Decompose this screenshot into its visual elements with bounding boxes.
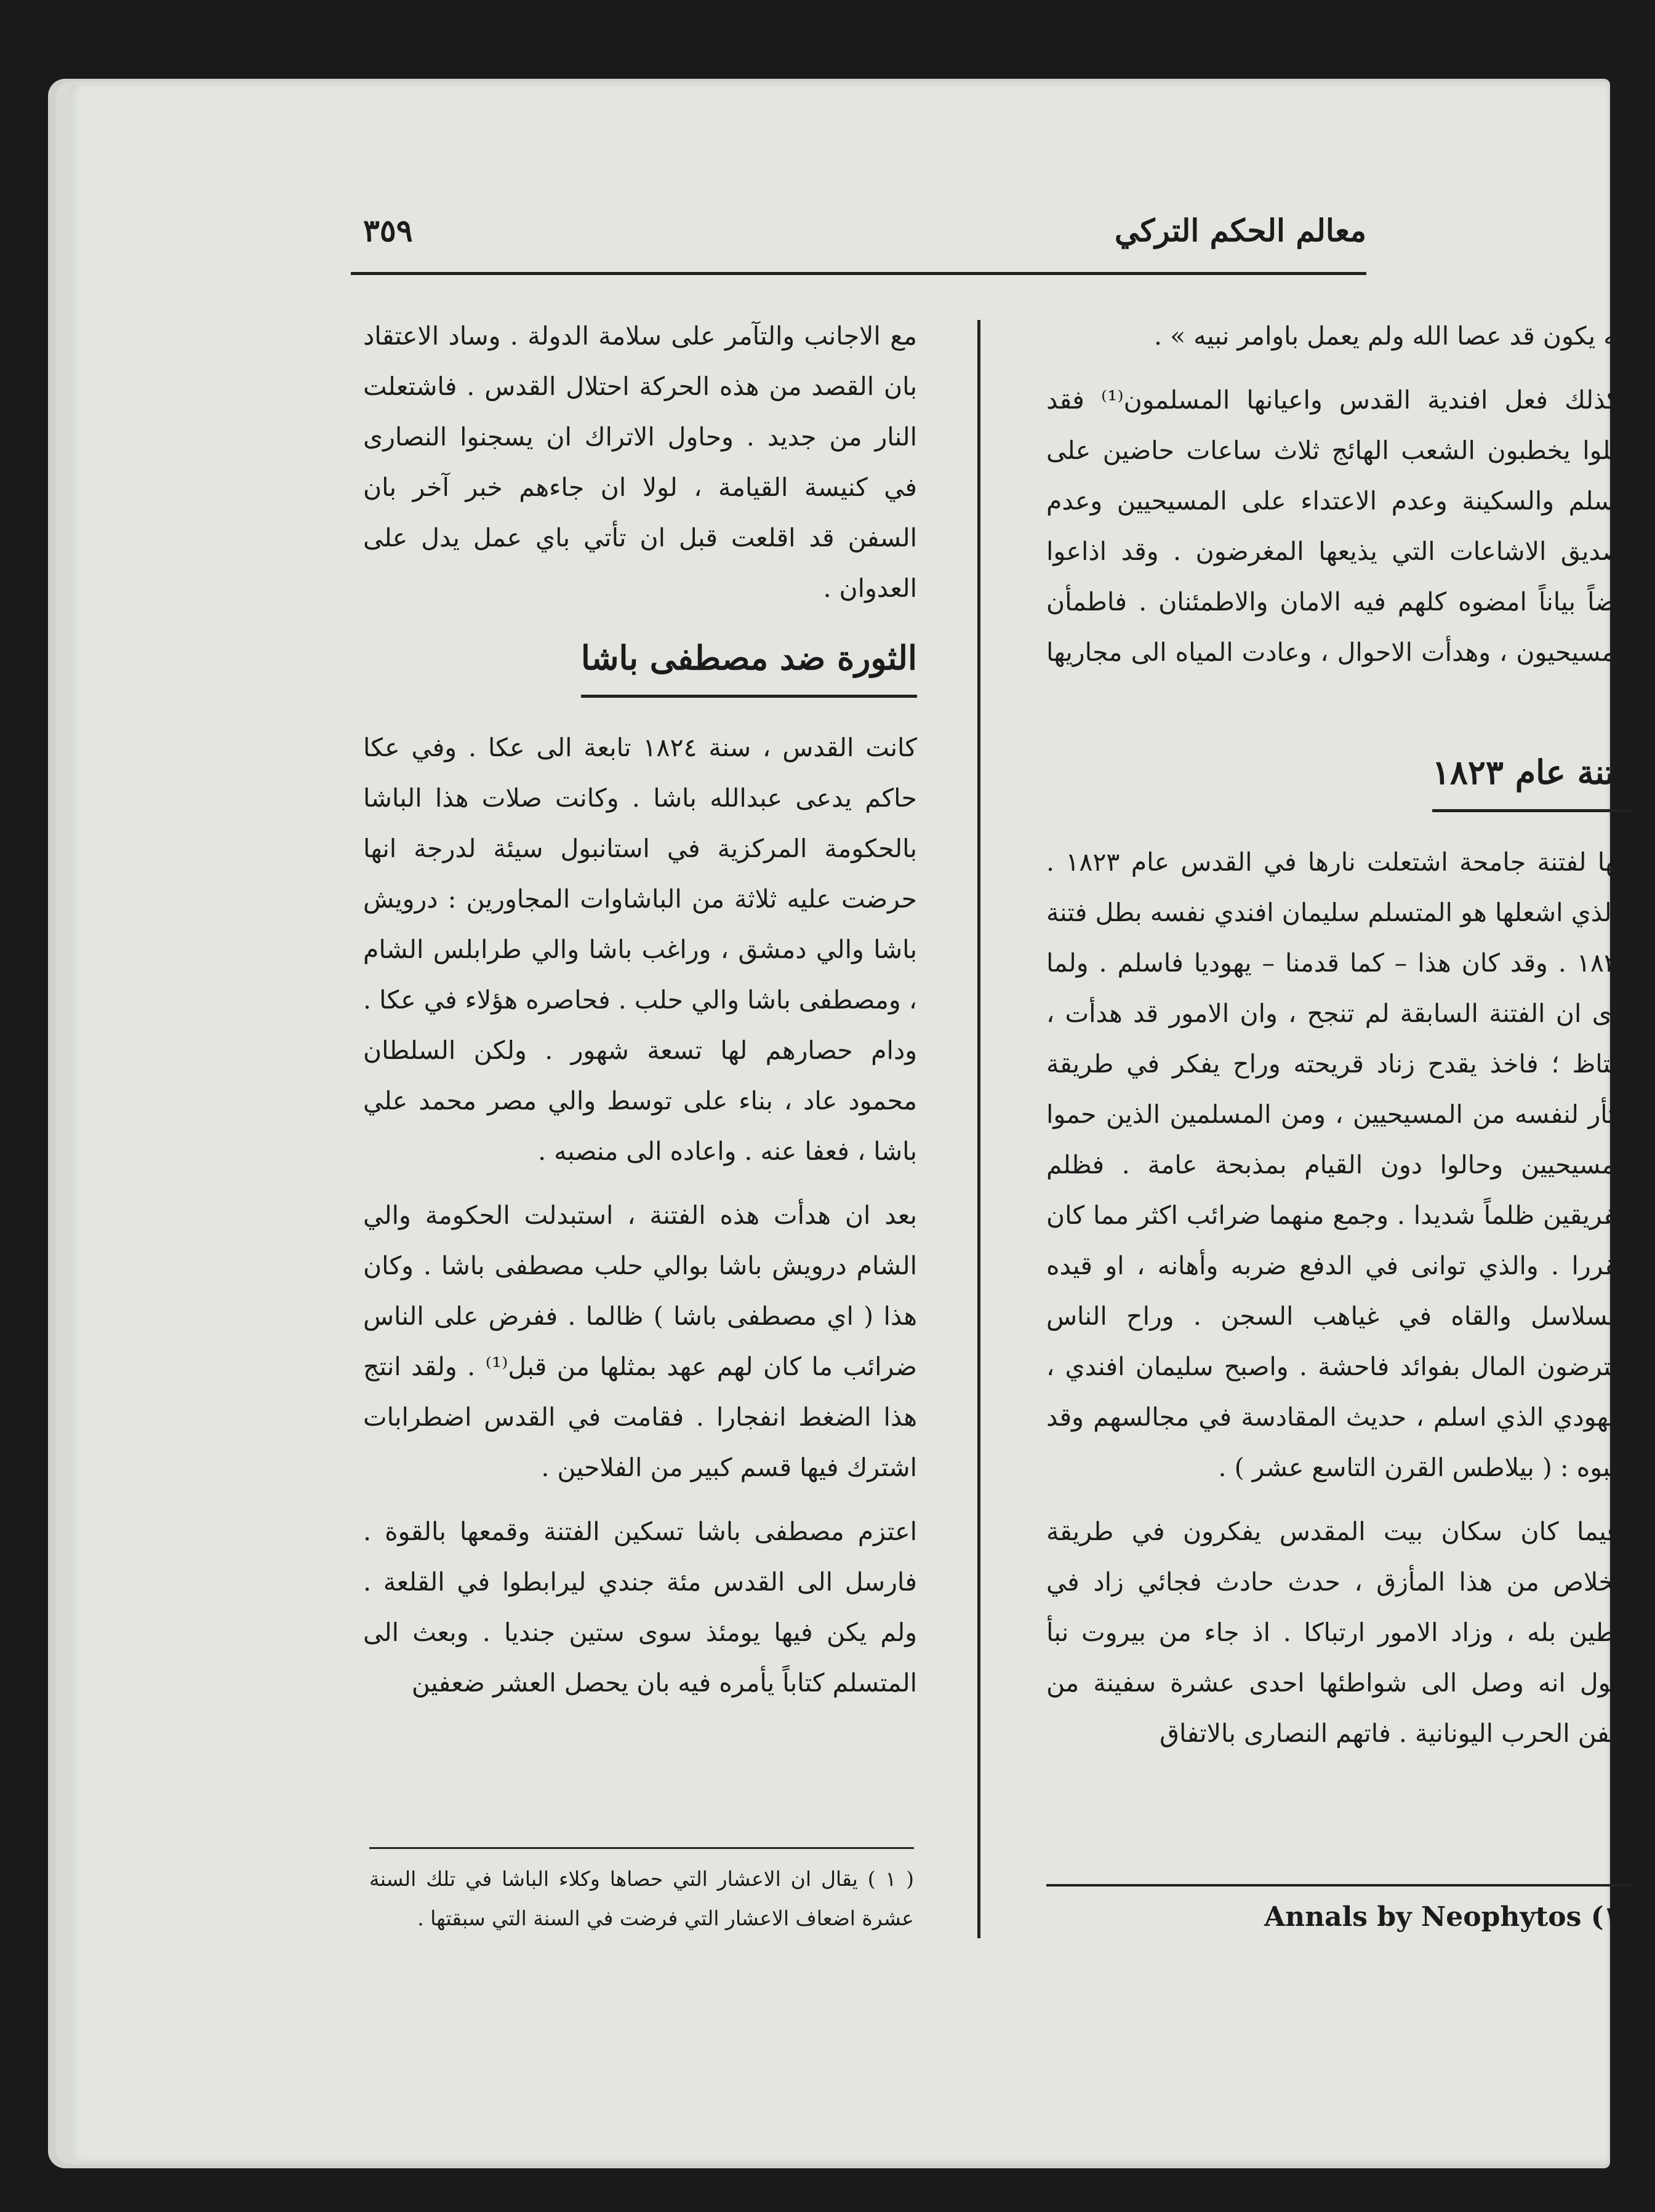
footnote <box>369 1859 914 1938</box>
left-column <box>363 311 917 1722</box>
footnote-text: ( ١ ) يقال ان الاعشار التي حصاها وكلاء الباشا في تلك السنة عشرة اضعاف الاعشار التي فرضت في السنة التي سبقتها . <box>369 1867 914 1930</box>
paragraph: انها لفتنة جامحة اشتعلت نارها في القدس عام ١٨٢٣ . والذي اشعلها هو المتسلم سليمان افندي نفسه بطل فتنة ١٨٢١ . وقد كان هذا – كما قدمنا – يهوديا فاسلم . ولما رأى ان الفتنة السابقة لم تنجح ، وان الامور قد هدأت ، اغتاظ ؛ فاخذ يقدح زناد قريحته وراح يفكر في طريقة ليثأر لنفسه من المسيحيين ، ومن المسلمين الذين حموا المسيحيين وحالوا دون القيام بمذبحة عامة . فظلم الفريقين ظلماً شديدا . وجمع منهما ضرائب اكثر مما كان مقررا . والذي توانى في الدفع ضربه وأهانه ، او قيده بالسلاسل والقاه في غياهب السجن . وراح الناس يقترضون المال بفوائد فاحشة . واصبح سليمان افندي ، اليهودي الذي اسلم ، حديث المقادسة في مجالسهم وقد لقبوه : ( بيلاطس القرن التاسع عشر ) . <box>1046 847 1631 1482</box>
footnote-marker: (١) <box>1590 1901 1631 1933</box>
running-title: معالم الحكم التركي <box>1114 212 1366 249</box>
section-heading-text: الثورة ضد مصطفى باشا <box>581 632 917 698</box>
section-heading <box>1046 746 1631 812</box>
right-column <box>1046 311 1631 1772</box>
paragraph: كانت القدس ، سنة ١٨٢٤ تابعة الى عكا . وفي عكا حاكم يدعى عبدالله باشا . وكانت صلات هذا الباشا بالحكومة المركزية في استانبول سيئة لدرجة انها حرضت عليه ثلاثة من الباشاوات المجاورين : درويش باشا والي دمشق ، وراغب باشا والي طرابلس الشام ، ومصطفى باشا والي حلب . فحاصره هؤلاء في عكا . ودام حصارهم لها تسعة شهور . ولكن السلطان محمود عاد ، بناء على توسط والي مصر محمد علي باشا ، فعفا عنه . واعاده الى منصبه . <box>363 733 917 1166</box>
paragraph: انه يكون قد عصا الله ولم يعمل باوامر نبيه » . <box>1154 321 1631 351</box>
paragraph: اعتزم مصطفى باشا تسكين الفتنة وقمعها بالقوة . فارسل الى القدس مئة جندي ليرابطوا في القلعة . ولم يكن فيها يومئذ سوى ستين جنديا . وبعث الى المتسلم كتاباً يأمره فيه بان يحصل العشر ضعفين <box>363 1517 917 1698</box>
paragraph: مع الاجانب والتآمر على سلامة الدولة . وساد الاعتقاد بان القصد من هذه الحركة احتلال القدس . فاشتعلت النار من جديد . وحاول الاتراك ان يسجنوا النصارى في كنيسة القيامة ، لولا ان جاءهم خبر آخر بان السفن قد اقلعت قبل ان تأتي باي عمل يدل على العدوان . <box>363 321 917 603</box>
section-heading-text: فتنة عام ١٨٢٣ <box>1432 746 1631 812</box>
paragraph: بعد ان هدأت هذه الفتنة ، استبدلت الحكومة والي الشام درويش باشا بوالي حلب مصطفى باشا . وكان هذا ( اي مصطفى باشا ) ظالما . ففرض على الناس ضرائب ما كان لهم عهد بمثلها من قبل⁽¹⁾ . ولقد انتج هذا الضغط انفجارا . فقامت في القدس اضطرابات اشترك فيها قسم كبير من الفلاحين . <box>363 1200 917 1482</box>
paragraph: وكذلك فعل افندية القدس واعيانها المسلمون⁽¹⁾ فقد ظلوا يخطبون الشعب الهائج ثلاث ساعات حاضين على السلم والسكينة وعدم الاعتداء على المسيحيين وعدم تصديق الاشاعات التي يذيعها المغرضون . وقد اذاعوا ايضاً بياناً امضوه كلهم فيه الامان والاطمئنان . فاطمأن المسيحيون ، وهدأت الاحوال ، وعادت المياه الى مجاريها . <box>1046 385 1631 717</box>
page-number: ٣٥٩ <box>363 212 413 249</box>
footnote-text: Annals by Neophytos <box>1264 1901 1582 1933</box>
paragraph: وفيما كان سكان بيت المقدس يفكرون في طريقة للخلاص من هذا المأزق ، حدث حادث فجائي زاد في الطين بله ، وزاد الامور ارتباكا . اذ جاء من بيروت نبأ يقول انه وصل الى شواطئها احدى عشرة سفينة من سفن الحرب اليونانية . فاتهم النصارى بالاتفاق <box>1046 1517 1631 1748</box>
section-heading <box>363 632 917 698</box>
footnote-rule <box>1046 1884 1631 1887</box>
footnote <box>1046 1901 1631 1933</box>
footnote-rule <box>369 1847 914 1849</box>
header-rule <box>351 272 1366 275</box>
column-divider <box>977 320 980 1938</box>
running-head <box>351 212 1366 274</box>
